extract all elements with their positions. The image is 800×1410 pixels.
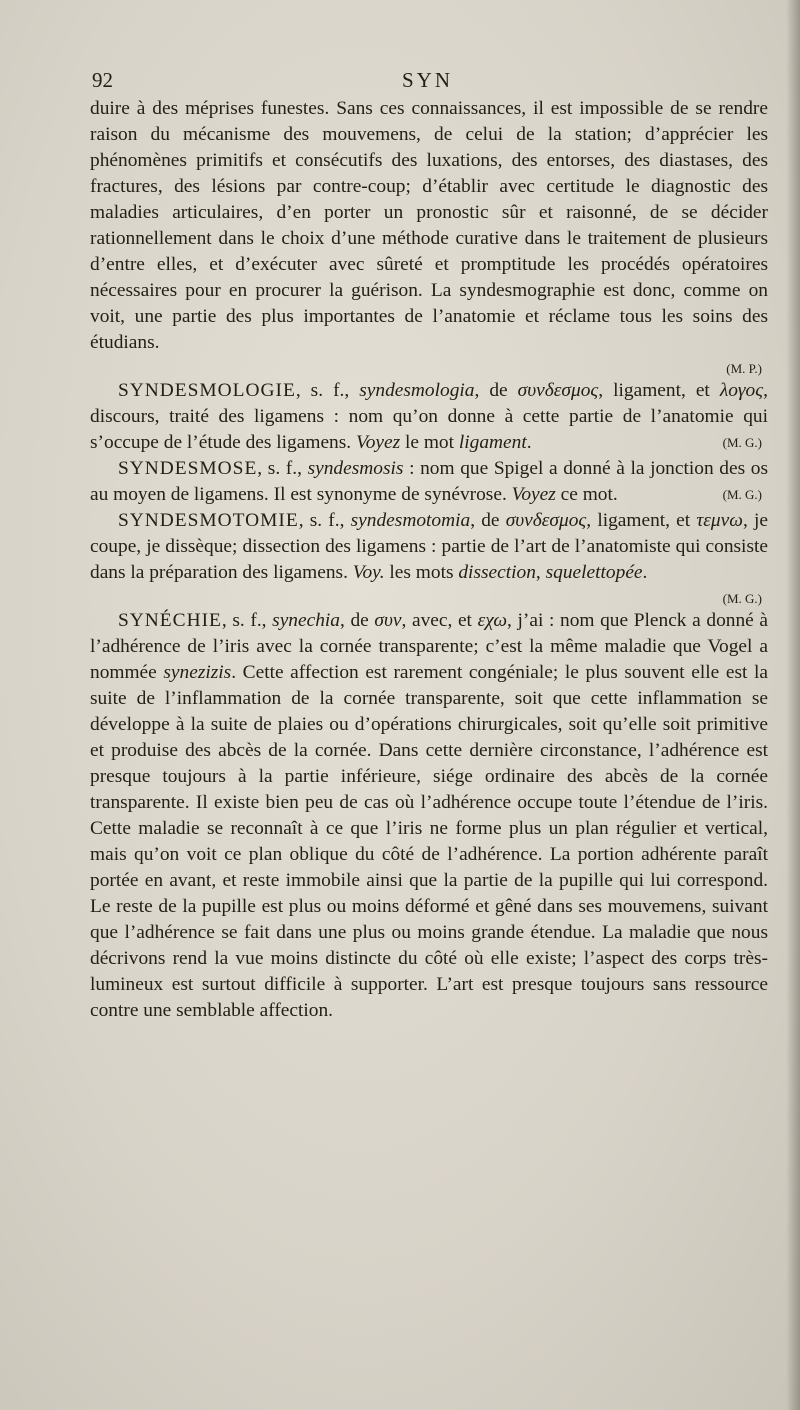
body-text: , j’ai : nom que Plenck a donné à l’adhérence de l’iris avec la cornée transparente; c’est la même maladie que Vogel a nommée xyxy=(90,610,768,683)
greek-word: συνδεσμος xyxy=(517,380,599,401)
page-spine-shadow xyxy=(786,0,800,1410)
italic-term: dissection xyxy=(458,562,536,583)
body-text: les mots xyxy=(384,562,459,583)
body-text: , ligament, et xyxy=(586,510,697,531)
entry-signature: (M. G.) xyxy=(722,591,762,606)
body-text: ce mot. xyxy=(555,484,618,505)
body-text: . xyxy=(642,562,648,583)
body-text: , avec, et xyxy=(401,610,478,631)
italic-term: syndesmosis xyxy=(307,458,404,479)
italic-term: synezizis xyxy=(163,662,232,683)
italic-term: synechia xyxy=(272,610,340,631)
italic-term: Voyez xyxy=(356,432,401,453)
body-text: le mot xyxy=(400,432,459,453)
italic-term: Voy. xyxy=(352,562,385,583)
greek-word: συν xyxy=(374,610,402,631)
entry-headword: SYNÉCHIE xyxy=(118,610,222,631)
entry-headword: SYNDESMOSE xyxy=(118,458,258,479)
body-text: , de xyxy=(340,610,375,631)
continuation-paragraph: duire à des méprises funestes. Sans ces connaissances, il est impossible de se rendre raison du mécanisme des mouvemens, de celui de la station; d’apprécier les phénomènes primitifs et consécutifs des luxations, des entorses, des diastases, des fractures, des lésions par contre-coup; d’établir avec certitude le diagnostic des maladies articulaires, d’en porter un pronostic sûr et raisonné, de se décider rationnellement dans le choix d’une méthode curative dans le traitement de plusieurs d’entre elles, et d’exécuter avec sûreté et promptitude les procédés opératoires nécessaires pour en procurer la guérison. La syndesmographie est donc, comme on voit, une partie des plus importantes de l’anatomie et réclame tous les soins des étudians. xyxy=(90,98,768,353)
entry-synechie xyxy=(90,608,768,1024)
greek-word: συνδεσμος xyxy=(505,510,587,531)
body-text: , s. f., xyxy=(298,510,351,531)
greek-word: εχω xyxy=(477,610,508,631)
body-text: , s. f., xyxy=(257,458,308,479)
body-text: . xyxy=(526,432,532,453)
entry-headword: SYNDESMOLOGIE xyxy=(118,380,296,401)
body-text: , s. f., xyxy=(295,380,360,401)
body-text: , ligament, et xyxy=(598,380,720,401)
italic-term: ligament xyxy=(458,432,527,453)
entry-body xyxy=(90,610,768,1021)
entry-syndesmose xyxy=(90,456,768,508)
greek-word: τεμνω xyxy=(696,510,743,531)
body-text: , je coupe, je dissèque; dissection des ligamens : partie de l’art de l’anatomiste qui consiste dans la préparation des ligamens. xyxy=(90,510,768,583)
body-text: . Cette affection est rarement congéniale; le plus souvent elle est la suite de l’inflammation de la cornée transparente, soit que cette inflammation se développe à la suite de plaies ou d’opérations chirurgicales, soit qu’elle soit primitive et produise des abcès de la cornée. Dans cette dernière circonstance, l’adhérence est presque toujours à la partie inférieure, siége ordinaire des abcès de la cornée transparente. Il existe bien peu de cas où l’adhérence occupe toute l’étendue de l’iris. Cette maladie se reconnaît à ce que l’iris ne forme plus un plan régulier et vertical, mais qu’on voit ce plan oblique du côté de l’adhérence. La portion adhérente paraît portée en avant, et reste immobile ainsi que la partie de la pupille qui lui correspond. Le reste de la pupille est plus ou moins déformé et gêné dans ses mouvemens, suivant que l’adhérence se fait dans une plus ou moins grande étendue. La maladie que nous décrivons rend la vue moins distincte du côté où elle existe; l’aspect des corps très-lumineux est surtout difficile à supporter. L’art est presque toujours sans ressource contre une semblable affection. xyxy=(90,662,768,1021)
page-number: 92 xyxy=(92,68,113,92)
text-block xyxy=(90,96,768,1024)
continuation-signature: (M. P.) xyxy=(726,361,762,376)
entry-signature: (M. G.) xyxy=(722,487,762,502)
entry-syndesmotomie xyxy=(90,508,768,586)
italic-term: syndesmotomia xyxy=(350,510,471,531)
body-text: , de xyxy=(474,380,518,401)
body-text: , s. f., xyxy=(221,610,273,631)
body-text: , de xyxy=(470,510,506,531)
running-head: SYN xyxy=(402,68,454,92)
entry-headword: SYNDESMOTOMIE xyxy=(118,510,299,531)
entry-signature: (M. G.) xyxy=(722,435,762,450)
greek-word: λογος xyxy=(719,380,764,401)
italic-term: squelettopée xyxy=(545,562,643,583)
body-text: : nom que Spigel a donné à la jonction des os au moyen de ligamens. Il est synonyme de synévrose. xyxy=(90,458,768,505)
italic-term: Voyez xyxy=(511,484,556,505)
italic-term: syndesmologia xyxy=(359,380,475,401)
body-text: , xyxy=(535,562,546,583)
entry-syndesmologie xyxy=(90,378,768,456)
page-header xyxy=(92,68,772,96)
body-text: , discours, traité des ligamens : nom qu’on donne à cette partie de l’anatomie qui s’occupe de l’étude des ligamens. xyxy=(90,380,768,453)
